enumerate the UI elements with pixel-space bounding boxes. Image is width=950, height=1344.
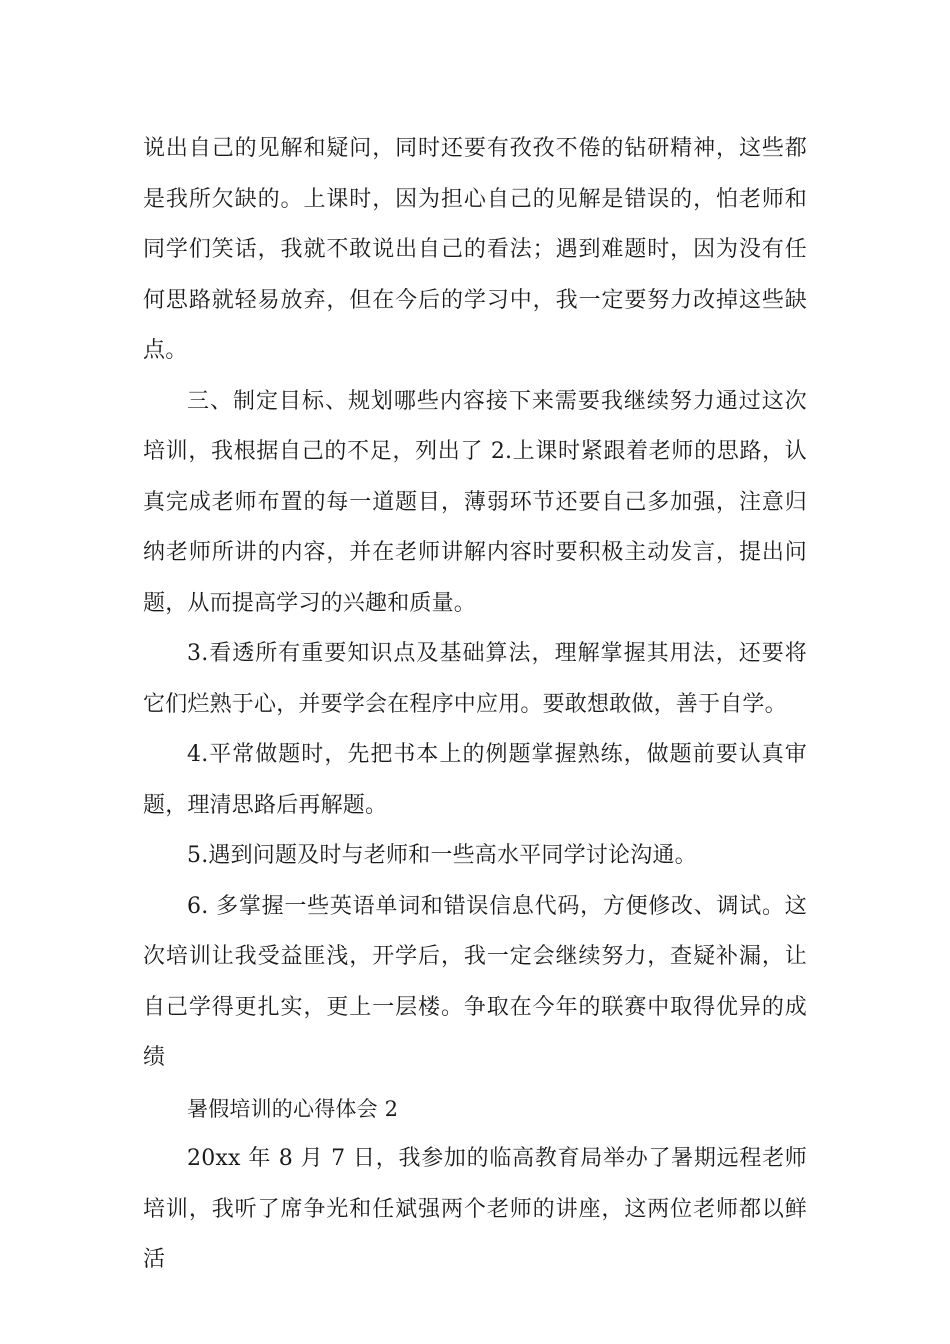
paragraph-4: 4.平常做题时，先把书本上的例题掌握熟练，做题前要认真审题，理清思路后再解题。 [143,742,807,818]
paragraph-1: 说出自己的见解和疑问，同时还要有孜孜不倦的钻研精神，这些都是我所欠缺的。上课时，因为担心自己的见解是错误的，怕老师和同学们笑话，我就不敢说出自己的看法；遇到难题时，因为没有任何思路就轻易放弃，但在今后的学习中，我一定要努力改掉这些缺点。 [143,136,807,363]
paragraph-5: 5.遇到问题及时与老师和一些高水平同学讨论沟通。 [187,843,697,868]
document-body [143,124,807,1286]
section-heading: 暑假培训的心得体会 2 [187,1096,399,1121]
paragraph-7: 20xx 年 8 月 7 日，我参加的临高教育局举办了暑期远程老师培训，我听了席争光和任斌强两个老师的讲座，这两位老师都以鲜活 [143,1146,807,1272]
paragraph-2: 三、制定目标、规划哪些内容接下来需要我继续努力通过这次培训，我根据自己的不足，列出了 2.上课时紧跟着老师的思路，认真完成老师布置的每一道题目，薄弱环节还要自己多加强，注意归纳老师所讲的内容，并在老师讲解内容时要积极主动发言，提出问题，从而提高学习的兴趣和质量。 [143,388,807,616]
paragraph-3: 3.看透所有重要知识点及基础算法，理解掌握其用法，还要将它们烂熟于心，并要学会在程序中应用。要敢想敢做，善于自学。 [143,641,807,717]
paragraph-6: 6. 多掌握一些英语单词和错误信息代码，方便修改、调试。这次培训让我受益匪浅，开学后，我一定会继续努力，查疑补漏，让自己学得更扎实，更上一层楼。争取在今年的联赛中取得优异的成绩 [143,893,807,1070]
